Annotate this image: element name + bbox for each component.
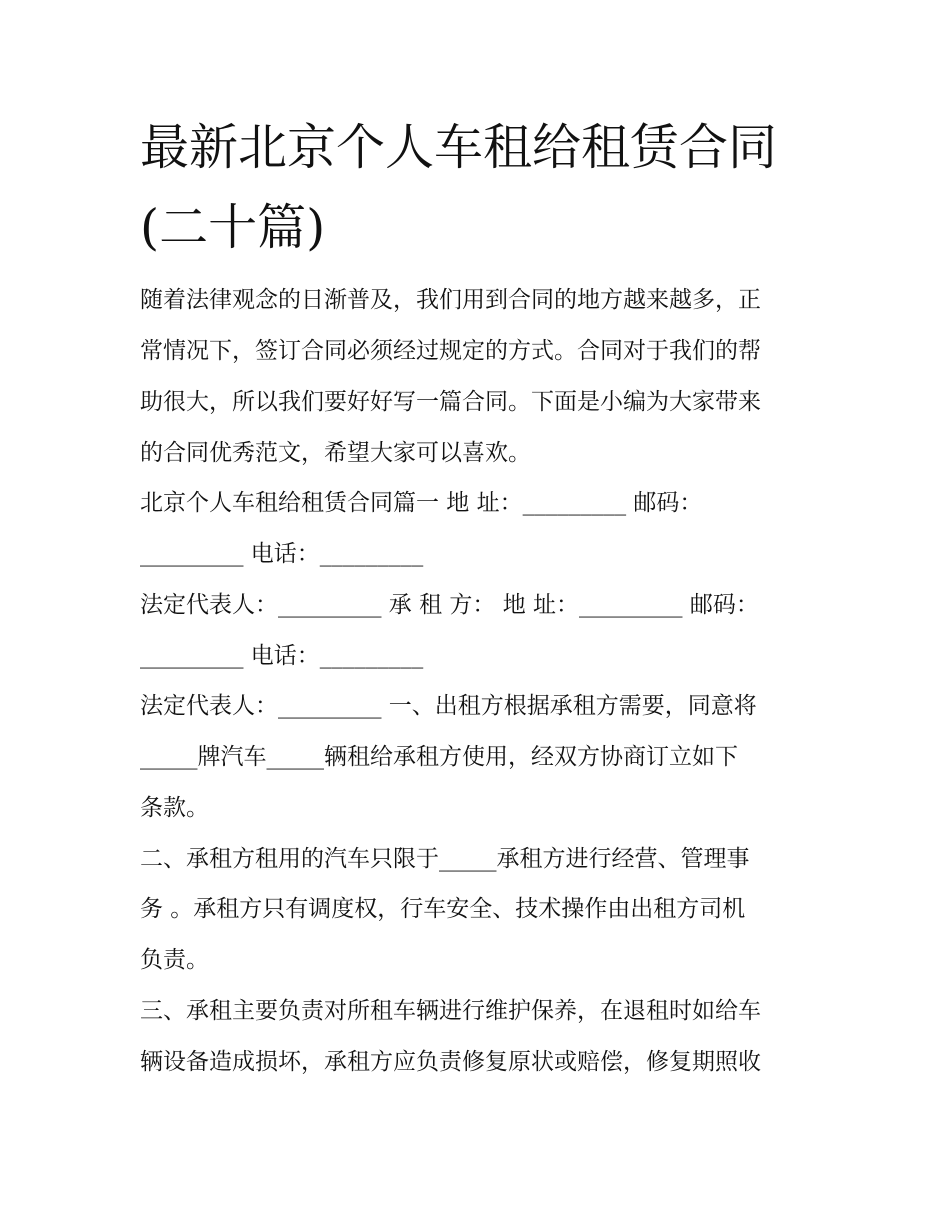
body-line: 辆设备造成损坏，承租方应负责修复原状或赔偿，修复期照收: [140, 1049, 761, 1075]
body-line: 法定代表人：_________ 一、出租方根据承租方需要，同意将: [140, 693, 757, 719]
body-line: 北京个人车租给租赁合同篇一 地 址：_________ 邮码：: [140, 490, 703, 516]
document-title-line-2: (二十篇): [140, 199, 326, 256]
body-line: 随着法律观念的日渐普及，我们用到合同的地方越来越多，正: [140, 287, 761, 313]
body-line: 的合同优秀范文，希望大家可以喜欢。: [140, 440, 531, 466]
body-line: 法定代表人：_________ 承 租 方： 地 址：_________ 邮码：: [140, 592, 759, 618]
body-line: 助很大，所以我们要好好写一篇合同。下面是小编为大家带来: [140, 389, 761, 415]
body-line: _________ 电话：_________: [140, 541, 424, 567]
body-line: 条款。: [140, 795, 209, 821]
body-line: _____牌汽车_____辆租给承租方使用，经双方协商订立如下: [140, 744, 738, 770]
body-line: 二、承租方租用的汽车只限于_____承租方进行经营、管理事: [140, 846, 750, 872]
body-line: 务 。承租方只有调度权，行车安全、技术操作由出租方司机: [140, 896, 746, 922]
body-line: _________ 电话：_________: [140, 643, 424, 669]
body-line: 三、承租主要负责对所租车辆进行维护保养，在退租时如给车: [140, 998, 761, 1024]
body-line: 负责。: [140, 947, 209, 973]
body-line: 常情况下，签订合同必须经过规定的方式。合同对于我们的帮: [140, 338, 761, 364]
document-title-line-1: 最新北京个人车租给租赁合同: [140, 119, 778, 176]
